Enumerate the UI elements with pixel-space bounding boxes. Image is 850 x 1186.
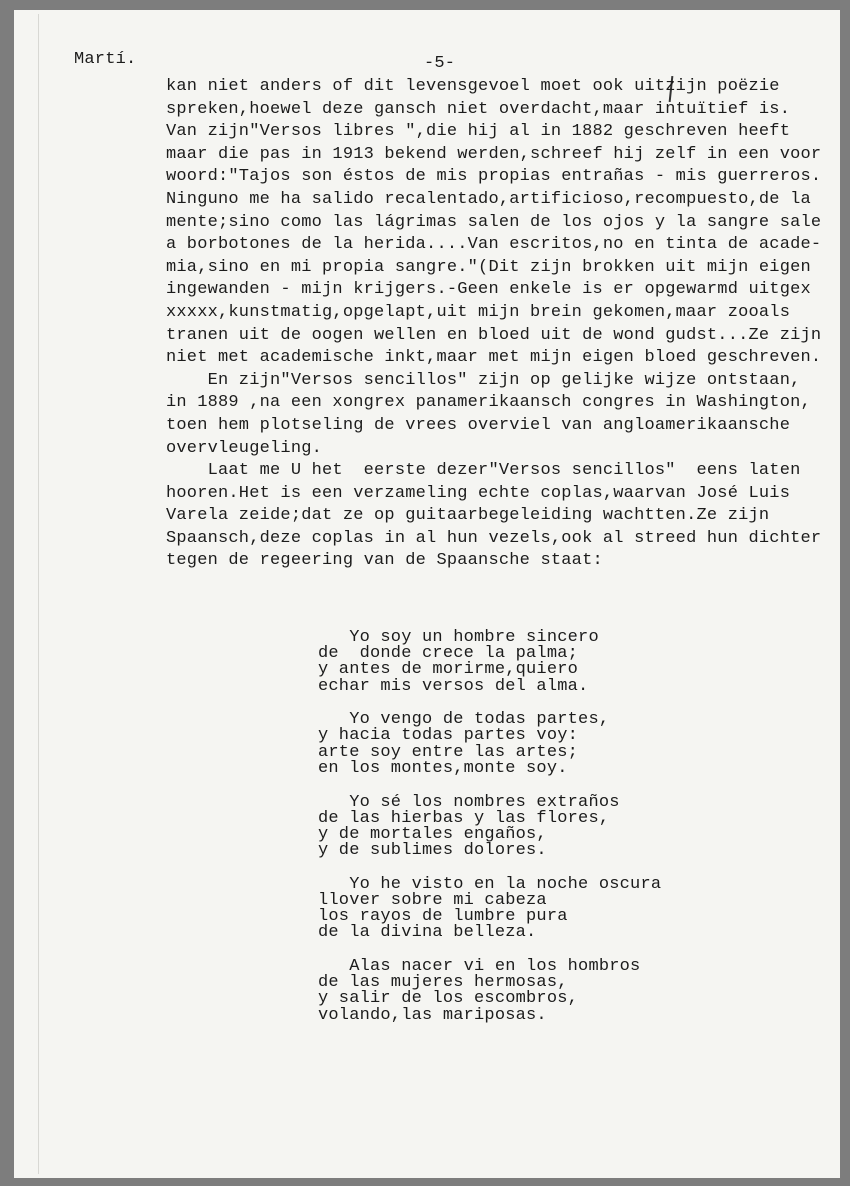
body-line: Van zijn"Versos libres ",die hij al in 1882 geschreven heeft [166, 122, 791, 142]
body-line: Laat me U het eerste dezer"Versos sencillos" eens laten [166, 461, 801, 481]
poem-line: de donde crece la palma; [318, 644, 579, 664]
body-line: toen hem plotseling de vrees overviel van angloamerikaansche [166, 415, 791, 435]
body-line: in 1889 ,na een xongrex panamerikaansch congres in Washington, [166, 393, 811, 413]
poem-line: en los montes,monte soy. [318, 758, 568, 778]
body-line: ingewanden - mijn krijgers.-Geen enkele is er opgewarmd uitgex [166, 280, 811, 300]
poem-stanza [318, 874, 662, 943]
poem-stanza [318, 959, 661, 1024]
body-line: mente;sino como las lágrimas salen de los ojos y la sangre sale [166, 212, 822, 232]
poem-line: y salir de los escombros, [318, 989, 579, 1009]
poem-line: llover sobre mi cabeza [318, 890, 547, 910]
body-line: kan niet anders of dit levensgevoel moet ook uitzijn poëzie [166, 77, 780, 96]
body-line: Spaansch,deze coplas in al hun vezels,ook al streed hun dichter [166, 528, 822, 548]
poem-line: Yo sé los nombres extraños [318, 792, 620, 812]
poem-line: de las hierbas y las flores, [318, 808, 610, 828]
body-line: tegen de regeering van de Spaansche staat: [166, 551, 603, 571]
poem-stanza [318, 792, 661, 861]
body-line: spreken,hoewel deze gansch niet overdacht,maar intuïtief is. [166, 99, 791, 119]
body-line: maar die pas in 1913 bekend werden,schreef hij zelf in een voor [166, 144, 822, 164]
poem [318, 630, 661, 1041]
body-line: hooren.Het is een verzameling echte coplas,waarvan José Luis [166, 483, 791, 503]
poem-line: y antes de morirme,quiero [318, 660, 579, 680]
poem-line: Yo he visto en la noche oscura [318, 874, 662, 894]
poem-line: de la divina belleza. [318, 923, 537, 943]
poem-line: los rayos de lumbre pura [318, 907, 568, 927]
poem-stanza [318, 712, 661, 777]
body-line: a borbotones de la herida....Van escritos,no en tinta de acade- [166, 235, 822, 255]
poem-stanza [318, 630, 661, 695]
body-line: tranen uit de oogen wellen en bloed uit de wond gudst...Ze zijn [166, 325, 822, 345]
poem-line: Yo soy un hombre sincero [318, 628, 599, 647]
body-line: Ninguno me ha salido recalentado,artificioso,recompuesto,de la [166, 189, 811, 209]
poem-line: y de sublimes dolores. [318, 841, 547, 861]
poem-line: Yo vengo de todas partes, [318, 710, 610, 730]
poem-line: y hacia todas partes voy: [318, 726, 579, 746]
page-number: -5- [424, 54, 456, 73]
poem-line: volando,las mariposas. [318, 1005, 547, 1025]
body-line: xxxxx,kunstmatig,opgelapt,uit mijn brein gekomen,maar zooals [166, 302, 791, 322]
body-line: niet met academische inkt,maar met mijn eigen bloed geschreven. [166, 348, 822, 368]
header-author: Martí. [74, 50, 137, 69]
body-line: En zijn"Versos sencillos" zijn op gelijke wijze ontstaan, [166, 370, 801, 390]
body-line: woord:"Tajos son éstos de mis propias entrañas - mis guerreros. [166, 167, 822, 187]
poem-line: echar mis versos del alma. [318, 676, 589, 696]
body-line: mia,sino en mi propia sangre."(Dit zijn brokken uit mijn eigen [166, 257, 811, 277]
body-line: Varela zeide;dat ze op guitaarbegeleiding wachtten.Ze zijn [166, 506, 770, 526]
body-line: overvleugeling. [166, 438, 323, 458]
body-text [166, 76, 821, 573]
poem-line: y de mortales engaños, [318, 824, 547, 844]
poem-line: de las mujeres hermosas, [318, 973, 568, 993]
poem-line: Alas nacer vi en los hombros [318, 957, 641, 976]
poem-line: arte soy entre las artes; [318, 742, 579, 762]
